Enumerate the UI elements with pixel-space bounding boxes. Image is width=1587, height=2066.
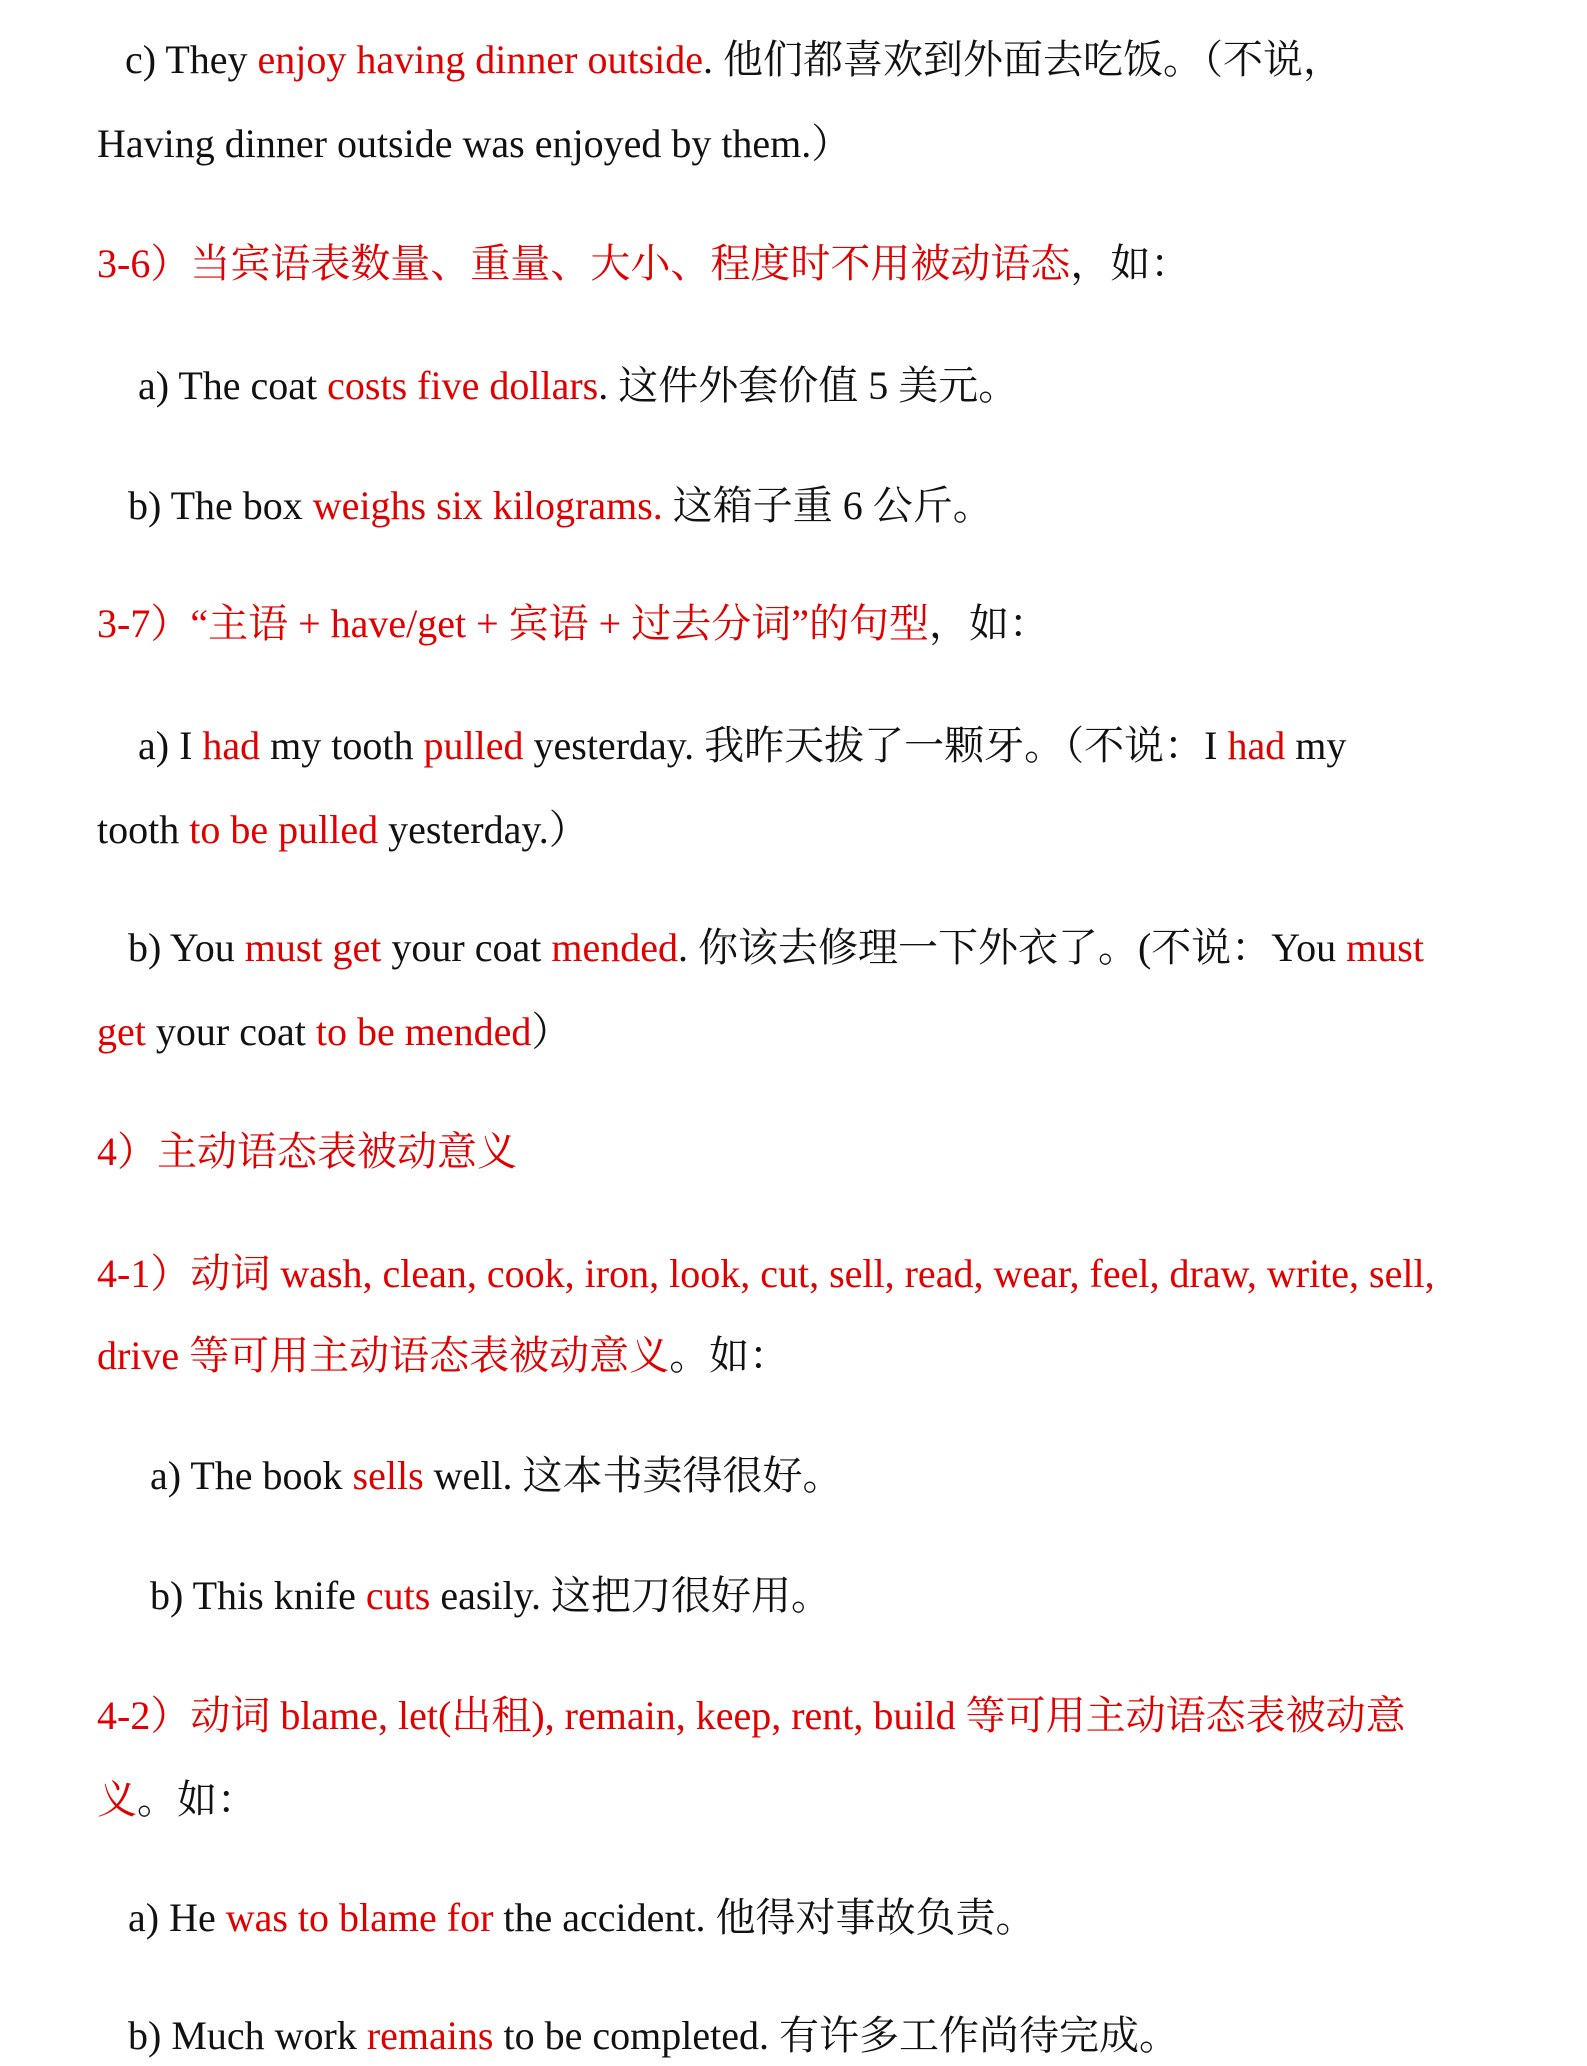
heading-4-2-line-2 — [97, 1777, 257, 1822]
body-text: ） — [531, 1009, 572, 1054]
body-text: ，如： — [929, 601, 1049, 646]
body-text: your coat — [381, 925, 552, 970]
body-text: b) The box — [128, 483, 313, 528]
body-text: well. 这本书卖得很好。 — [423, 1453, 843, 1498]
body-text: your coat — [145, 1009, 316, 1054]
highlighted-text: 4）主动语态表被动意义 — [97, 1129, 517, 1174]
highlighted-text: to be mended — [315, 1009, 532, 1054]
example-4-2-a — [128, 1895, 1036, 1940]
body-text: yesterday.） — [378, 807, 589, 852]
heading-3-7 — [97, 601, 1049, 646]
body-text: b) You — [128, 925, 245, 970]
body-text: a) I — [138, 723, 203, 768]
body-text: Having dinner outside was enjoyed by them.） — [97, 121, 852, 166]
example-3-6-a — [138, 363, 1019, 408]
example-3-7-a-line-1 — [138, 723, 1347, 768]
body-text: the accident. 他得对事故负责。 — [493, 1895, 1036, 1940]
example-3-6-b — [128, 483, 993, 528]
highlighted-text: remains — [366, 2013, 494, 2058]
body-text: . 他们都喜欢到外面去吃饭。（不说， — [703, 37, 1344, 82]
body-text: a) The book — [150, 1453, 353, 1498]
body-text: 这箱子重 6 公斤。 — [662, 483, 993, 528]
highlighted-text: cuts — [365, 1573, 431, 1618]
body-text: yesterday. 我昨天拔了一颗牙。（不说：I — [523, 723, 1228, 768]
example-3-7-a-line-2 — [97, 807, 589, 852]
heading-4-2-line-1 — [97, 1693, 1406, 1738]
highlighted-text: had — [1227, 723, 1286, 768]
example-c-line-2 — [97, 121, 852, 166]
body-text: to be completed. 有许多工作尚待完成。 — [493, 2013, 1179, 2058]
highlighted-text: 3-7）“主语 + have/get + 宾语 + 过去分词”的句型 — [97, 601, 929, 646]
highlighted-text: get — [97, 1009, 146, 1054]
highlighted-text: 4-2）动词 blame, let(出租), remain, keep, rent, build 等可用主动语态表被动意 — [97, 1693, 1406, 1738]
body-text: a) The coat — [138, 363, 328, 408]
body-text: . 你该去修理一下外衣了。(不说：You — [677, 925, 1347, 970]
highlighted-text: enjoy having dinner outside — [257, 37, 704, 82]
body-text: . 这件外套价值 5 美元。 — [598, 363, 1019, 408]
body-text: 。如： — [137, 1777, 257, 1822]
body-text: b) This knife — [150, 1573, 366, 1618]
body-text: 。如： — [669, 1333, 790, 1378]
example-4-1-b — [150, 1573, 832, 1618]
body-text: my — [1285, 723, 1347, 768]
body-text: my tooth — [260, 723, 424, 768]
highlighted-text: mended — [551, 925, 678, 970]
highlighted-text: costs five dollars — [327, 363, 599, 408]
example-3-7-b-line-2 — [97, 1009, 572, 1054]
heading-4-1-line-1 — [97, 1251, 1435, 1296]
highlighted-text: 4-1）动词 wash, clean, cook, iron, look, cut, sell, read, wear, feel, draw, write, sell, — [97, 1251, 1435, 1296]
highlighted-text: was to blame for — [225, 1895, 494, 1940]
body-text: easily. 这把刀很好用。 — [430, 1573, 832, 1618]
highlighted-text: must — [1346, 925, 1424, 970]
heading-3-6 — [97, 241, 1191, 286]
highlighted-text: must get — [244, 925, 382, 970]
highlighted-text: drive 等可用主动语态表被动意义 — [97, 1333, 670, 1378]
heading-4-1-line-2 — [97, 1333, 790, 1378]
example-c-line-1 — [125, 37, 1344, 82]
example-4-1-a — [150, 1453, 843, 1498]
highlighted-text: sells — [352, 1453, 424, 1498]
example-3-7-b-line-1 — [128, 925, 1424, 970]
highlighted-text: to be pulled — [189, 807, 379, 852]
body-text: a) He — [128, 1895, 226, 1940]
body-text: tooth — [97, 807, 190, 852]
example-4-2-b — [128, 2013, 1179, 2058]
heading-4 — [97, 1129, 517, 1174]
body-text: b) Much work — [128, 2013, 367, 2058]
body-text: ，如： — [1070, 241, 1191, 286]
highlighted-text: had — [202, 723, 261, 768]
body-text: c) They — [125, 37, 258, 82]
highlighted-text: 义 — [97, 1777, 137, 1822]
highlighted-text: pulled — [423, 723, 524, 768]
highlighted-text: 3-6）当宾语表数量、重量、大小、程度时不用被动语态 — [97, 241, 1071, 286]
highlighted-text: weighs six kilograms. — [312, 483, 663, 528]
